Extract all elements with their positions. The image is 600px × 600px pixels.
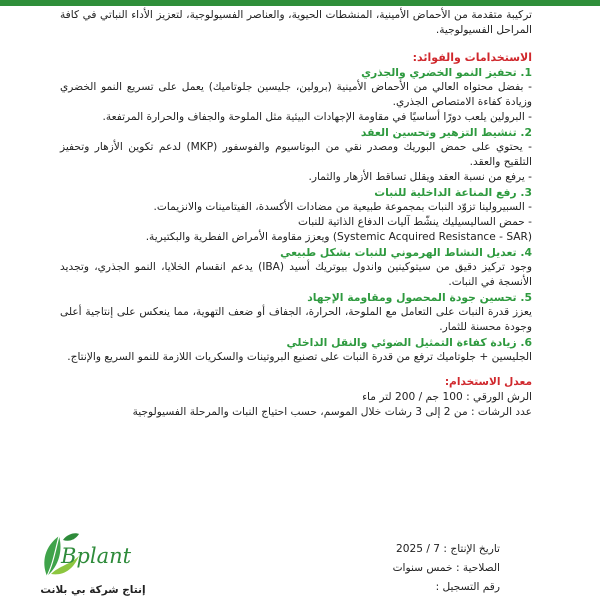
bplant-logo — [33, 526, 153, 582]
section-3-line-2: - حمض الساليسيليك ينشّط آليات الدفاع الذاتية للنبات — [298, 216, 532, 228]
section-4-line-1: وجود تركيز دقيق من سيتوكينين واندول بيوتريك أسيد (IBA) يدعم انقسام الخلايا، النمو الجذري، وتجديد الأنسجة في النبات. — [60, 261, 533, 288]
section-5-line-1: يعزز قدرة النبات على التعامل مع الملوحة، الحرارة، الجفاف أو ضعف التهوية، مما ينعكس على إنتاجية أعلى وجودة محسنة للثمار. — [60, 306, 532, 333]
section-2-line-1: - يحتوي على حمض البوريك ومصدر نقي من البوتاسيوم والفوسفور (MKP) لدعم تكوين الأزهار وتحفيز التلقيح والعقد. — [60, 141, 532, 168]
validity: الصلاحية : خمس سنوات — [392, 562, 500, 574]
section-3-line-1: - السبيرولينا تزوّد النبات بمجموعة طبيعية من مضادات الأكسدة، الفيتامينات والانزيمات. — [153, 201, 532, 213]
usage-sprays: عدد الرشات : من 2 إلى 3 رشات خلال الموسم، حسب احتياج النبات والمرحلة الفسيولوجية — [132, 406, 532, 418]
top-green-bar — [0, 0, 600, 6]
section-3-line-3: (Systemic Acquired Resistance - SAR) ويعزز مقاومة الأمراض الفطرية والبكتيرية. — [145, 231, 532, 243]
section-4-title: 4. تعديل النشاط الهرموني للنبات بشكل طبيعي — [280, 246, 532, 259]
section-1-line-1: - بفضل محتواه العالي من الأحماض الأمينية (برولين، جليسين جلوتاميك) يعمل على تسريع النمو الخضري وزيادة كفاءة الامتصاص الجذري. — [60, 81, 532, 108]
production-date: تاريخ الإنتاج : 7 / 2025 — [396, 543, 500, 555]
section-1-line-2: - البرولين يلعب دورًا أساسيًا في مقاومة الإجهادات البيئية مثل الملوحة والجفاف والحرارة المرتفعة. — [102, 111, 532, 123]
product-info — [180, 540, 500, 597]
usage-foliar: الرش الورقي : 100 جم / 200 لتر ماء — [362, 391, 532, 403]
usage-title: معدل الاستخدام: — [444, 376, 532, 388]
uses-title: الاستخدامات والفوائد: — [412, 51, 532, 64]
intro-text: تركيبة متقدمة من الأحماض الأمينية، المنشطات الحيوية، والعناصر الفسيولوجية، لتعزيز الأداء النباتي في كافة المراحل الفسيولوجية. — [60, 9, 532, 36]
producer-text: إنتاج شركة بي بلانت — [40, 584, 146, 596]
logo-text: Bplant — [61, 544, 132, 568]
section-3-title: 3. رفع المناعة الداخلية للنبات — [374, 186, 532, 199]
section-5-title: 5. تحسين جودة المحصول ومقاومة الإجهاد — [307, 291, 532, 304]
section-6-title: 6. زيادة كفاءة التمثيل الضوئي والنقل الداخلي — [286, 336, 532, 349]
registration-number: رقم التسجيل : — [435, 581, 500, 593]
section-2-title: 2. تنشيط التزهير وتحسين العقد — [360, 126, 532, 139]
product-description — [60, 8, 532, 420]
brand-block — [18, 526, 168, 596]
section-2-line-2: - يرفع من نسبة العقد ويقلل تساقط الأزهار والثمار. — [308, 171, 532, 183]
section-1-title: 1. تحفيز النمو الخضري والجذري — [361, 66, 532, 79]
section-6-line-1: الجليسين + جلوتاميك ترفع من قدرة النبات على تصنيع البروتينات والسكريات اللازمة للنمو السريع والإنتاج. — [67, 351, 532, 363]
